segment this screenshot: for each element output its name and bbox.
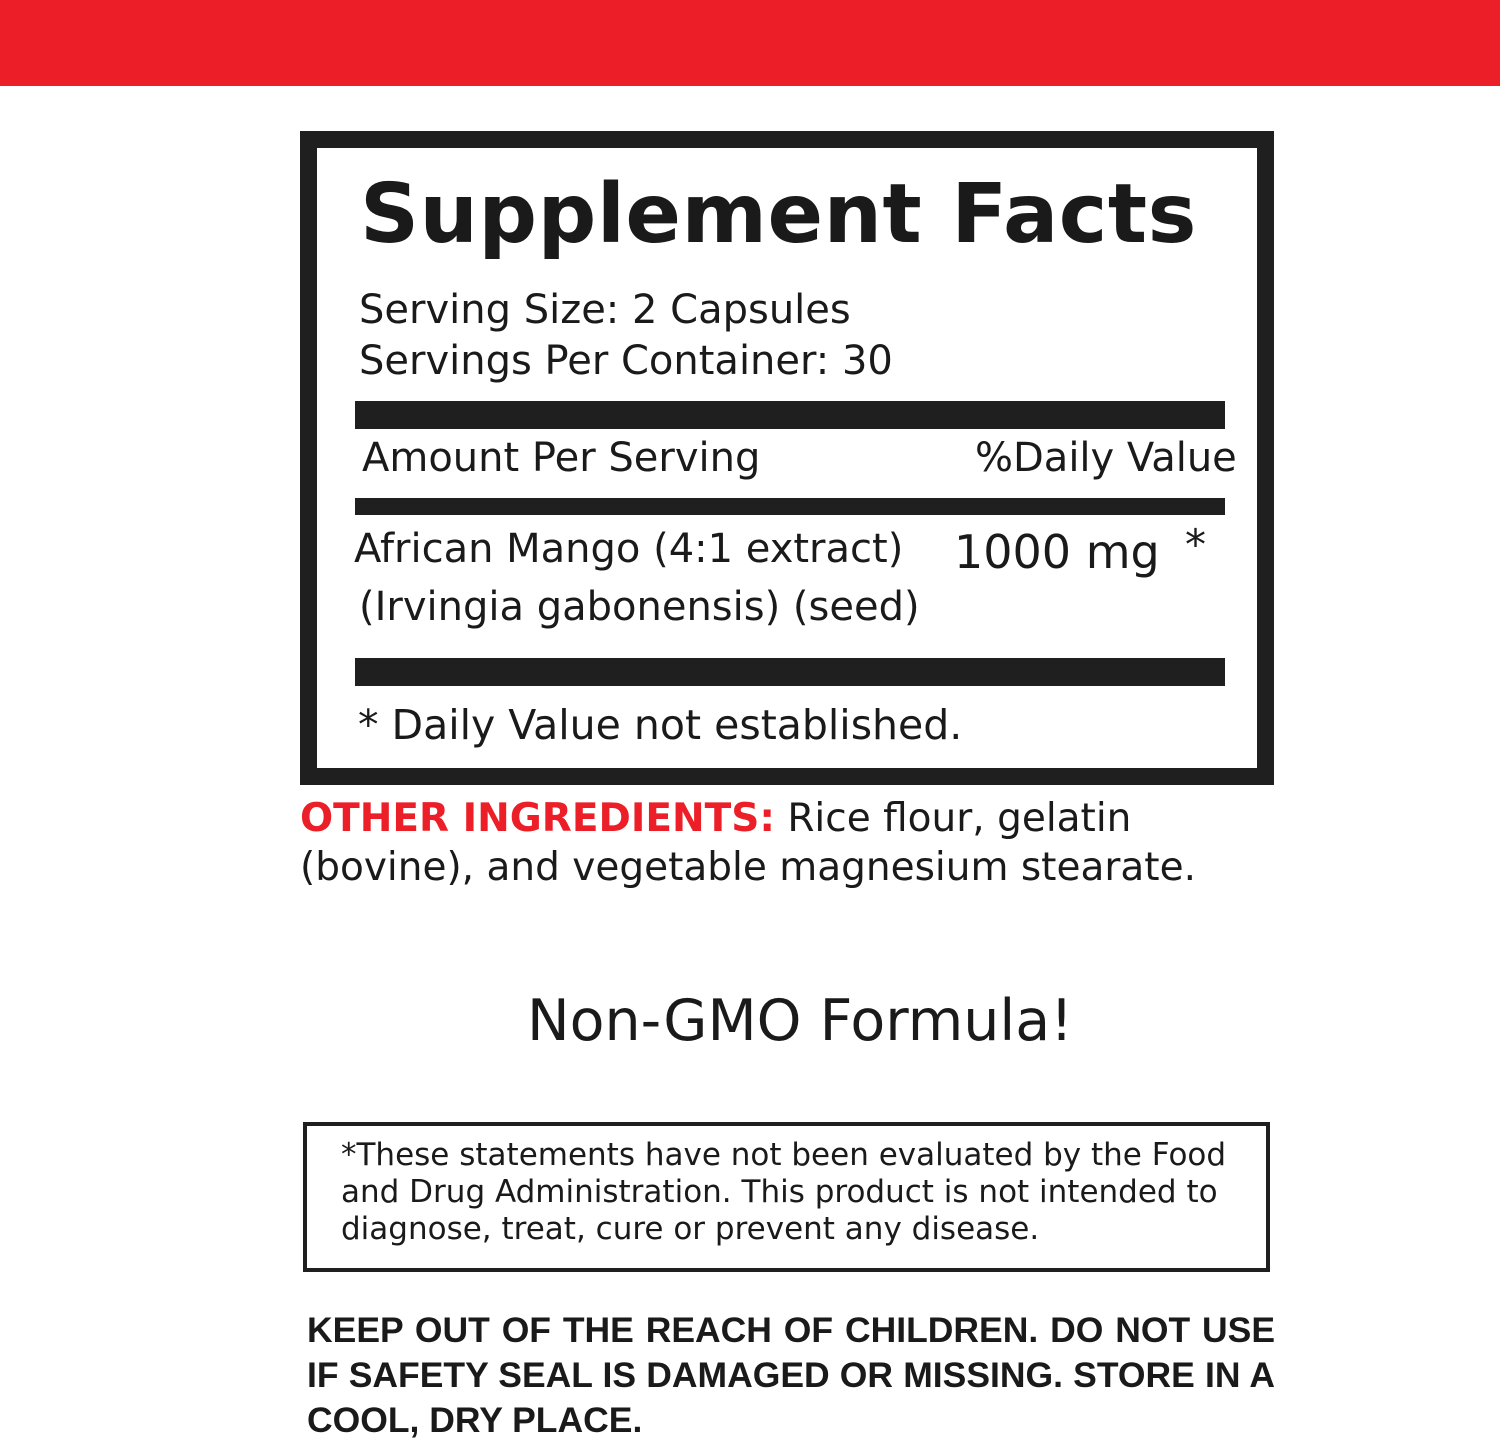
ingredient-daily-value: *: [1185, 520, 1206, 569]
serving-size: Serving Size: 2 Capsules: [359, 287, 851, 333]
amount-per-serving-header: Amount Per Serving: [362, 435, 761, 481]
daily-value-footnote: * Daily Value not established.: [358, 701, 963, 749]
other-ingredients-label: OTHER INGREDIENTS:: [300, 796, 775, 841]
servings-per-container: Servings Per Container: 30: [359, 338, 893, 384]
thick-divider-top: [355, 401, 1225, 429]
disclaimer-line-3: diagnose, treat, cure or prevent any disease.: [341, 1211, 1040, 1247]
fda-disclaimer: [341, 1137, 1226, 1248]
daily-value-header: %Daily Value: [975, 435, 1237, 481]
header-divider: [355, 498, 1225, 515]
supplement-facts-title: Supplement Facts: [360, 167, 1197, 262]
other-ingredients-line-2: (bovine), and vegetable magnesium stearate.: [300, 845, 1196, 890]
non-gmo-claim: Non-GMO Formula!: [527, 988, 1073, 1054]
ingredient-botanical-name: (Irvingia gabonensis) (seed): [359, 584, 920, 630]
ingredient-amount: 1000 mg: [954, 525, 1160, 579]
thick-divider-bottom: [355, 658, 1225, 686]
disclaimer-line-1: *These statements have not been evaluated by the Food: [341, 1137, 1227, 1173]
ingredient-name: African Mango (4:1 extract): [354, 526, 904, 572]
other-ingredients: [300, 794, 1240, 892]
disclaimer-line-2: and Drug Administration. This product is not intended to: [341, 1174, 1218, 1210]
top-red-band: [0, 0, 1500, 86]
safety-warning: KEEP OUT OF THE REACH OF CHILDREN. DO NOT USE IF SAFETY SEAL IS DAMAGED OR MISSING. STORE IN A COOL, DRY PLACE.: [307, 1310, 1275, 1440]
other-ingredients-line-1: Rice flour, gelatin: [774, 796, 1132, 841]
